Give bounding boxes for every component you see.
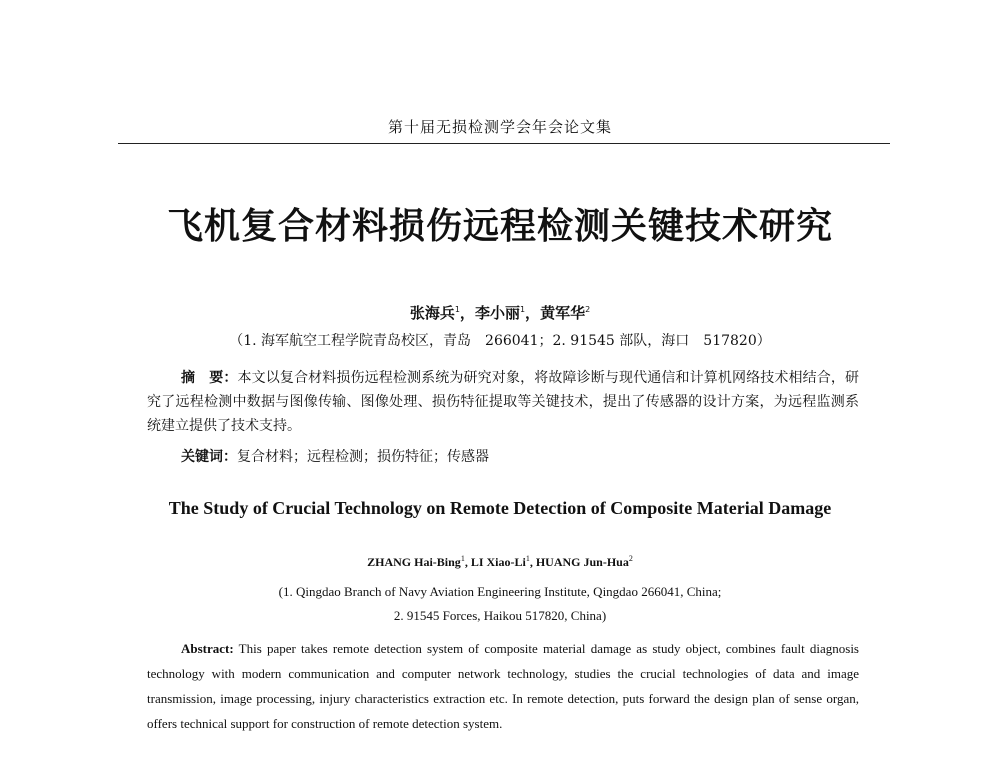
chinese-keywords (181, 446, 489, 466)
english-author-affil-mark: 1 (525, 554, 530, 563)
chinese-author-affil-mark: 1 (454, 305, 460, 314)
chinese-keywords-label: 关键词： (181, 449, 237, 465)
header-rule (118, 143, 890, 144)
chinese-affiliation: （1. 海军航空工程学院青岛校区，青岛 266041；2. 91545 部队，海口 517820） (229, 333, 771, 349)
english-affiliation (0, 580, 1000, 628)
english-affiliation-line: 2. 91545 Forces, Haikou 517820, China) (393, 608, 607, 623)
chinese-author-affil-mark: 1 (519, 305, 526, 314)
english-abstract-text: This paper takes remote detection system of composite material damage as study object, combines fault diagnosis technology with modern communication and computer network technology, studies the crucial technologies of data and image transmission, image processing, injury characteristics extraction etc. In remote detection, puts forward the design plan of sense organ, offers technical support for construction of remote detection system. (147, 641, 859, 731)
english-title: The Study of Crucial Technology on Remote Detection of Composite Material Damage (168, 498, 832, 518)
english-affiliation-line: (1. Qingdao Branch of Navy Aviation Engineering Institute, Qingdao 266041, China; (278, 584, 722, 599)
chinese-author-name: 张海兵 (409, 304, 455, 322)
english-abstract-label: Abstract: (181, 641, 234, 656)
chinese-keywords-text: 复合材料；远程检测；损伤特征；传感器 (237, 449, 489, 465)
chinese-title: 飞机复合材料损伤远程检测关键技术研究 (166, 206, 833, 247)
english-abstract (147, 636, 859, 736)
english-author-name: HUANG Jun-Hua (535, 555, 629, 569)
english-author-affil-mark: 2 (628, 554, 633, 563)
running-header: 第十届无损检测学会年会论文集 (387, 118, 612, 136)
chinese-author-name: 黄军华 (540, 304, 586, 322)
chinese-authors: 张海兵$^1$，李小丽$^1$，黄军华$^2$ (409, 304, 591, 322)
english-author-name: LI Xiao-Li (470, 555, 526, 569)
english-authors: ZHANG Hai-Bing$^1$, LI Xiao-Li$^1$, HUANG Jun-Hua$^2$ (367, 554, 633, 569)
chinese-abstract-text: 本文以复合材料损伤远程检测系统为研究对象，将故障诊断与现代通信和计算机网络技术相结合，研究了远程检测中数据与图像传输、图像处理、损伤特征提取等关键技术，提出了传感器的设计方案，为远程监测系统建立提供了技术支持。 (147, 370, 860, 434)
chinese-author-name: 李小丽 (474, 304, 520, 322)
english-author-affil-mark: 1 (460, 554, 465, 563)
chinese-abstract-paragraph (147, 366, 859, 438)
chinese-abstract-label: 摘 要： (181, 370, 238, 386)
chinese-author-affil-mark: 2 (585, 305, 591, 314)
english-author-name: ZHANG Hai-Bing (367, 555, 461, 569)
chinese-abstract (147, 366, 859, 438)
english-abstract-paragraph (147, 636, 859, 736)
